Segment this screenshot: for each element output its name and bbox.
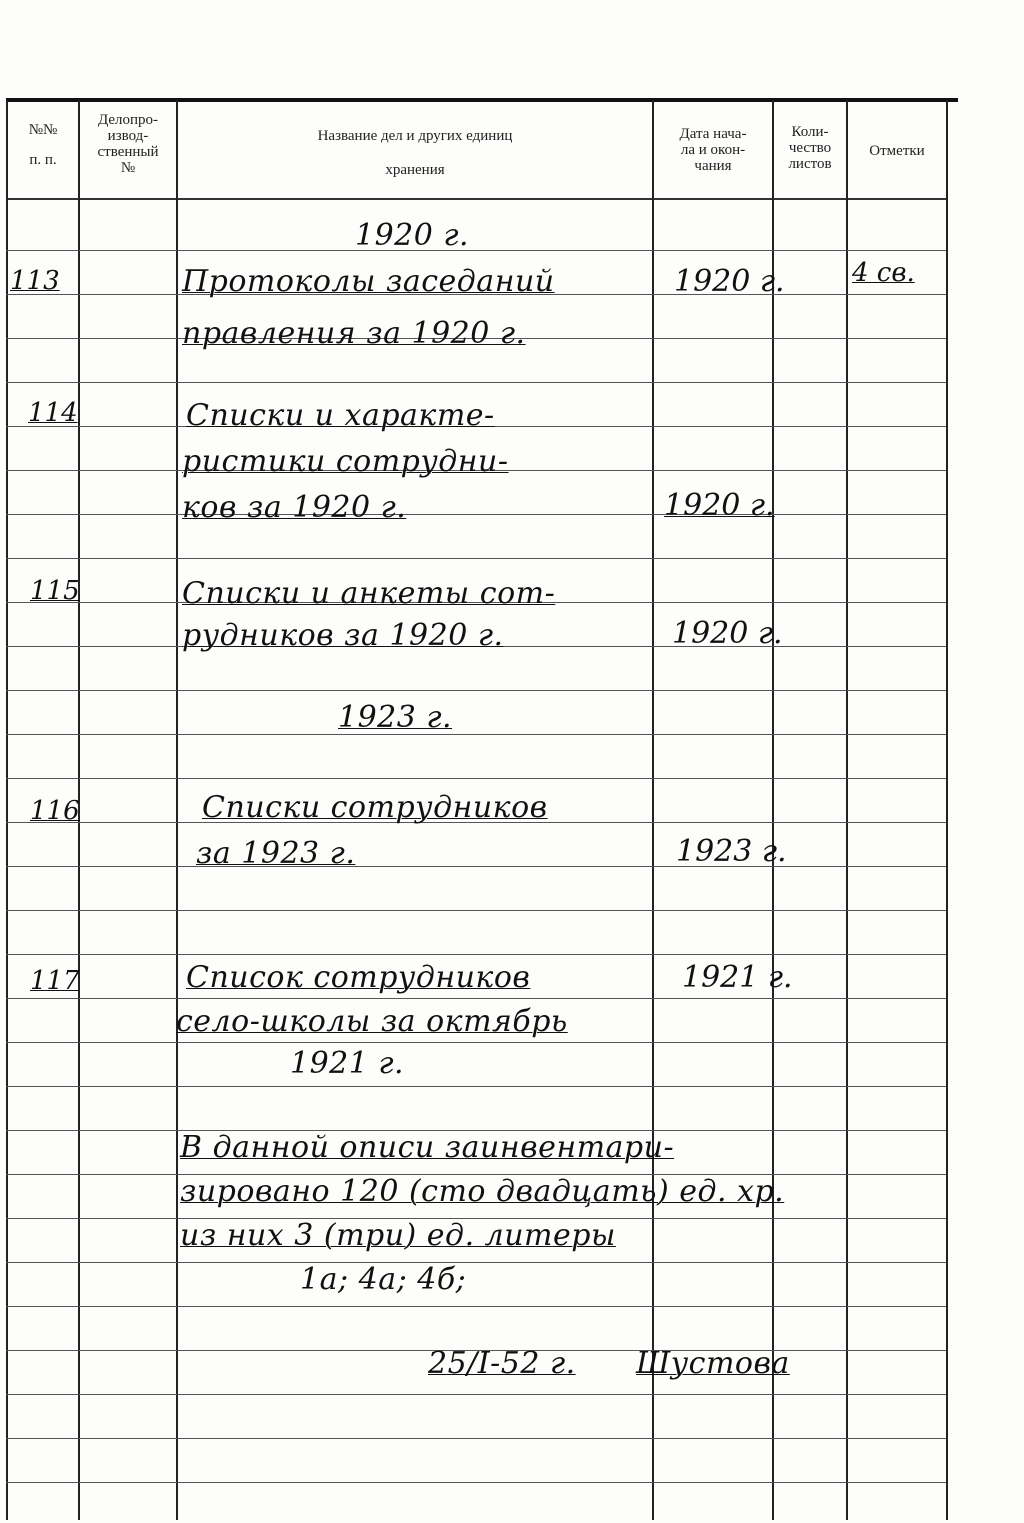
entry-113-note: 4 св. [852, 258, 915, 288]
entry-113-date: 1920 г. [674, 264, 785, 299]
row-rule [6, 382, 946, 383]
entry-113-title-line2: правления за 1920 г. [182, 316, 526, 351]
entry-113-number: 113 [10, 266, 60, 296]
entry-116-number: 116 [30, 796, 80, 826]
entry-115-date: 1920 г. [672, 616, 783, 651]
entry-117-date: 1921 г. [682, 960, 793, 995]
entry-113-title-line1: Протоколы заседаний [182, 264, 555, 299]
header-dates: Дата нача- ла и окон- чания [679, 126, 747, 174]
row-rule [6, 1262, 946, 1263]
entry-116-date: 1923 г. [676, 834, 787, 869]
closing-line-4: 1а; 4а; 4б; [300, 1262, 467, 1297]
entry-117-number: 117 [30, 966, 80, 996]
header-bottom-rule [6, 198, 946, 200]
entry-115-number: 115 [30, 576, 80, 606]
entry-117-title-line3: 1921 г. [290, 1046, 405, 1081]
col-rule-4 [772, 100, 774, 1520]
section-year-1923: 1923 г. [338, 700, 453, 735]
row-rule [6, 558, 946, 559]
col-rule-2 [176, 100, 178, 1520]
entry-114-title-line1: Списки и характе- [186, 398, 495, 433]
row-rule [6, 910, 946, 911]
entry-114-title-line3: ков за 1920 г. [182, 490, 407, 525]
col-rule-3 [652, 100, 654, 1520]
entry-114-date: 1920 г. [664, 488, 775, 523]
row-rule [6, 778, 946, 779]
entry-115-title-line1: Списки и анкеты сот- [182, 576, 556, 611]
top-border [6, 98, 958, 102]
header-office-number: Делопро- извод- ственный № [97, 112, 159, 176]
entry-114-number: 114 [28, 398, 78, 428]
row-rule [6, 866, 946, 867]
row-rule [6, 1438, 946, 1439]
row-rule [6, 514, 946, 515]
row-rule [6, 1086, 946, 1087]
entry-114-title-line2: ристики сотрудни- [182, 444, 509, 479]
row-rule [6, 1394, 946, 1395]
entry-117-title-line2: село-школы за октябрь [176, 1004, 568, 1039]
row-rule [6, 1306, 946, 1307]
entry-115-title-line2: рудников за 1920 г. [182, 618, 504, 653]
signature-name: Шустова [636, 1346, 790, 1381]
header-sheet-count: Коли- чество листов [788, 124, 832, 172]
row-rule [6, 1482, 946, 1483]
entry-117-title-line1: Список сотрудников [186, 960, 531, 995]
row-rule [6, 250, 946, 251]
entry-116-title-line1: Списки сотрудников [202, 790, 548, 825]
entry-116-title-line2: за 1923 г. [196, 836, 356, 871]
header-title: Название дел и других единиц хранения [317, 128, 513, 178]
row-rule [6, 1042, 946, 1043]
col-rule-left [6, 100, 8, 1520]
row-rule [6, 954, 946, 955]
col-rule-right [946, 100, 948, 1520]
section-year-1920: 1920 г. [355, 218, 470, 253]
row-rule [6, 734, 946, 735]
header-num: №№ п. п. [28, 122, 58, 168]
closing-line-1: В данной описи заинвентари- [180, 1130, 675, 1165]
col-rule-5 [846, 100, 848, 1520]
header-notes: Отметки [869, 143, 925, 159]
closing-line-3: из них 3 (три) ед. литеры [180, 1218, 616, 1253]
signature-date: 25/I-52 г. [428, 1346, 576, 1381]
closing-line-2: зировано 120 (сто двадцать) ед. хр. [180, 1174, 785, 1209]
row-rule [6, 998, 946, 999]
row-rule [6, 690, 946, 691]
